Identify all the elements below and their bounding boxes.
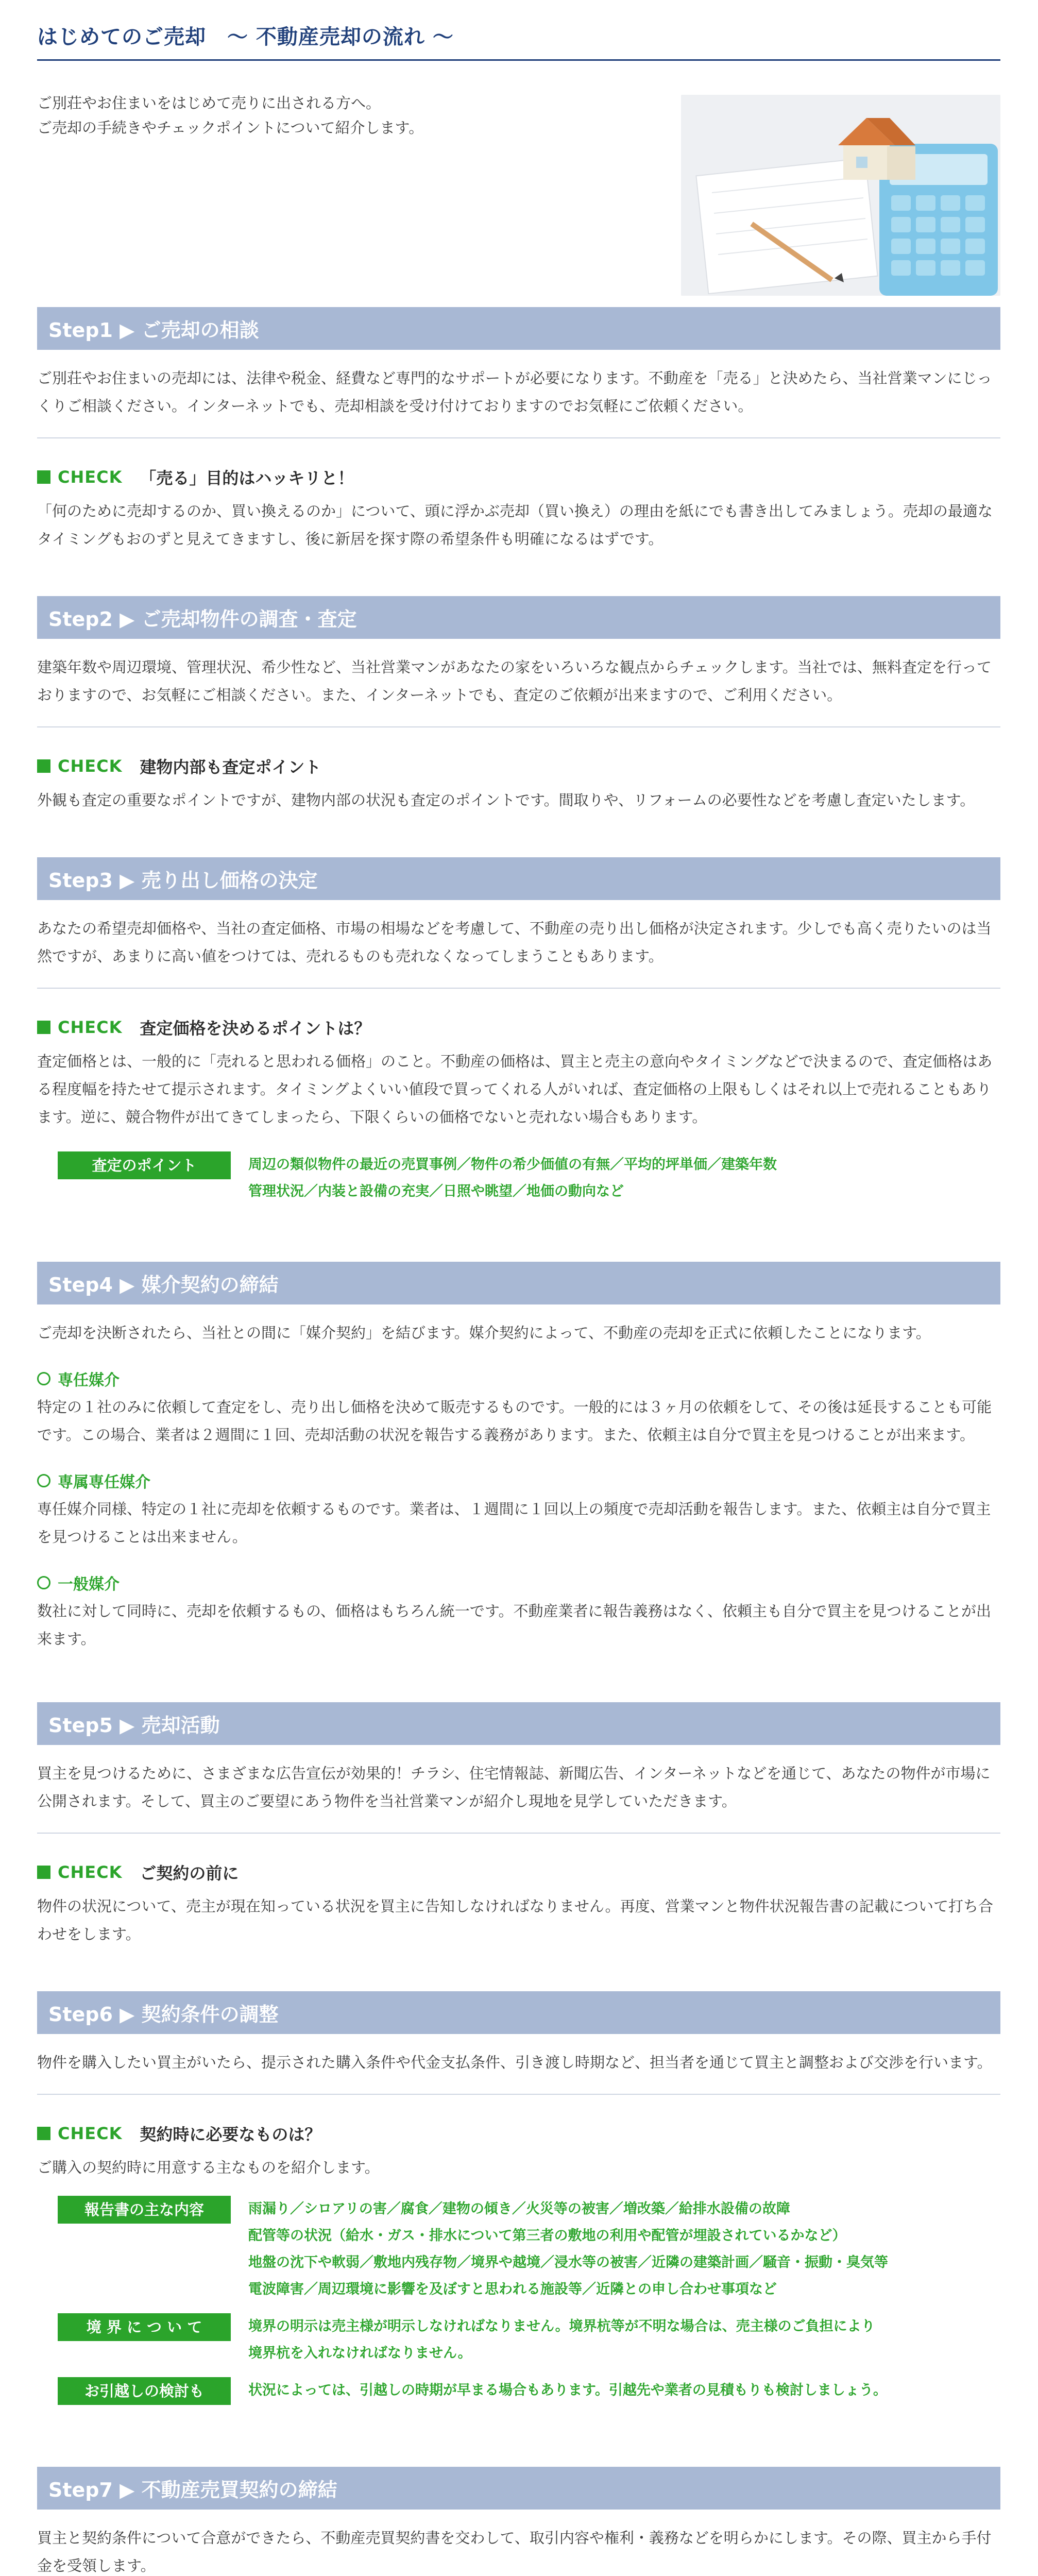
circle-bullet-icon xyxy=(37,1576,50,1589)
general-brokerage-body: 数社に対して同時に、売却を依頼するもの、価格はもちろん統一です。不動産業者に報告義務はなく、依頼主も自分で買主を見つけることが出来ます。 xyxy=(37,1602,991,1648)
check-title: 建物内部も査定ポイント xyxy=(140,757,321,777)
check-label: CHECK xyxy=(58,756,123,776)
assessment-points-line-2: 管理状況／内装と設備の充実／日照や眺望／地価の動向など xyxy=(248,1183,624,1199)
assessment-points-label: 査定のポイント xyxy=(58,1151,231,1179)
step4-body: ご売却を決断されたら、当社との間に「媒介契約」を結びます。媒介契約によって、不動産の売却を正式に依頼したことになります。 xyxy=(37,1324,931,1342)
step3-body: あなたの希望売却価格や、当社の査定価格、市場の相場などを考慮して、不動産の売り出し価格が決定されます。少しでも高く売りたいのは当然ですが、あまりに高い値をつけては、売れるものも売れなくなってしまうこともあります。 xyxy=(37,920,992,965)
step6-header: Step6 ▶ 契約条件の調整 xyxy=(37,1991,1000,2034)
step2-check-body: 外観も査定の重要なポイントですが、建物内部の状況も査定のポイントです。間取りや、リフォームの必要性などを考慮し査定いたします。 xyxy=(37,791,975,809)
step6-check-body: ご購入の契約時に用意する主なものを紹介します。 xyxy=(37,2159,380,2176)
step3-header: Step3 ▶ 売り出し価格の決定 xyxy=(37,857,1000,900)
step3-check-heading xyxy=(37,1015,1000,1039)
boundary-label: 境 界 に つ い て xyxy=(58,2313,231,2341)
step7-body: 買主と契約条件について合意ができたら、不動産売買契約書を交わして、取引内容や権利・義務などを明らかにします。その際、買主から手付金を受領します。 xyxy=(37,2529,992,2574)
check-title: 契約時に必要なものは？ xyxy=(140,2125,321,2144)
check-label: CHECK xyxy=(58,2124,123,2143)
assessment-points-values xyxy=(231,1151,777,1205)
sub-title: 一般媒介 xyxy=(58,1575,120,1594)
report-line-1: 雨漏り／シロアリの害／腐食／建物の傾き／火災等の被害／増改築／給排水設備の故障 xyxy=(248,2201,790,2217)
check-label: CHECK xyxy=(58,467,123,487)
step1-header: Step1 ▶ ご売却の相談 xyxy=(37,307,1000,350)
boundary-values xyxy=(231,2313,875,2367)
check-square-icon xyxy=(37,470,50,484)
boundary-line-2: 境界杭を入れなければなりません。 xyxy=(248,2345,472,2361)
circle-bullet-icon xyxy=(37,1372,50,1385)
check-square-icon xyxy=(37,1866,50,1879)
step2-header: Step2 ▶ ご売却物件の調査・査定 xyxy=(37,596,1000,639)
divider xyxy=(37,726,1000,727)
intro-photo-house-calculator xyxy=(681,95,1000,296)
check-square-icon xyxy=(37,1021,50,1034)
circle-bullet-icon xyxy=(37,1474,50,1487)
check-title: 「売る」目的はハッキリと！ xyxy=(140,468,354,488)
check-label: CHECK xyxy=(58,1862,123,1882)
report-contents-row xyxy=(58,2196,1000,2303)
step5-body: 買主を見つけるために、さまざまな広告宣伝が効果的！チラシ、住宅情報誌、新聞広告、インターネットなどを通じて、あなたの物件が市場に公開されます。そして、買主のご要望にあう物件を当社営業マンが紹介し現地を見学していただきます。 xyxy=(37,1765,991,1810)
divider xyxy=(37,1833,1000,1834)
step5-header: Step5 ▶ 売却活動 xyxy=(37,1702,1000,1745)
exclusive-brokerage-heading xyxy=(37,1367,1000,1390)
step7-header: Step7 ▶ 不動産売買契約の締結 xyxy=(37,2467,1000,2510)
intro-line-2: ご売却の手続きやチェックポイントについて紹介します。 xyxy=(37,119,424,137)
exclusive-dedicated-heading xyxy=(37,1469,1000,1492)
exclusive-dedicated-body: 専任媒介同様、特定の１社に売却を依頼するものです。業者は、１週間に１回以上の頻度で売却活動を報告します。また、依頼主は自分で買主を見つけることは出来ません。 xyxy=(37,1500,991,1546)
check-square-icon xyxy=(37,2127,50,2140)
sub-title: 専属専任媒介 xyxy=(58,1473,150,1492)
step1-body: ご別荘やお住まいの売却には、法律や税金、経費など専門的なサポートが必要になります。不動産を「売る」と決めたら、当社営業マンにじっくりご相談ください。インターネットでも、売却相談を受け付けておりますのでお気軽にご依頼ください。 xyxy=(37,369,992,415)
intro-section xyxy=(37,91,1000,307)
report-contents-label: 報告書の主な内容 xyxy=(58,2196,231,2224)
boundary-row xyxy=(58,2313,1000,2367)
divider xyxy=(37,2094,1000,2095)
house-calculator-illustration xyxy=(681,95,1000,296)
report-line-3: 地盤の沈下や軟弱／敷地内残存物／境界や越境／浸水等の被害／近隣の建築計画／騒音・振動・臭気等 xyxy=(248,2255,888,2270)
moving-values xyxy=(231,2377,887,2405)
assessment-points-row xyxy=(58,1151,1000,1205)
step2-check-heading xyxy=(37,754,1000,778)
moving-label: お引越しの検討も xyxy=(58,2377,231,2405)
intro-line-1: ご別荘やお住まいをはじめて売りに出される方へ。 xyxy=(37,94,381,112)
check-square-icon xyxy=(37,759,50,773)
sub-title: 専任媒介 xyxy=(58,1371,120,1389)
report-line-4: 電波障害／周辺環境に影響を及ぼすと思われる施設等／近隣との申し合わせ事項など xyxy=(248,2281,777,2297)
check-label: CHECK xyxy=(58,1018,123,1037)
step1-check-body: 「何のために売却するのか、買い換えるのか」について、頭に浮かぶ売却（買い換え）の理由を紙にでも書き出してみましょう。売却の最適なタイミングもおのずと見えてきますし、後に新居を探す際の希望条件も明確になるはずです。 xyxy=(37,502,993,548)
moving-line-1: 状況によっては、引越しの時期が早まる場合もあります。引越先や業者の見積もりも検討しましょう。 xyxy=(248,2382,887,2398)
step1-check-heading xyxy=(37,465,1000,489)
step6-check-heading xyxy=(37,2122,1000,2145)
step5-check-heading xyxy=(37,1860,1000,1884)
report-line-2: 配管等の状況（給水・ガス・排水について第三者の敷地の利用や配管が埋設されているかなど） xyxy=(248,2228,846,2244)
divider xyxy=(37,988,1000,989)
report-contents-values xyxy=(231,2196,888,2303)
step5-check-body: 物件の状況について、売主が現在知っている状況を買主に告知しなければなりません。再度、営業マンと物件状況報告書の記載について打ち合わせをします。 xyxy=(37,1897,994,1943)
general-brokerage-heading xyxy=(37,1571,1000,1594)
step3-check-body: 査定価格とは、一般的に「売れると思われる価格」のこと。不動産の価格は、買主と売主の意向やタイミングなどで決まるので、査定価格はある程度幅を持たせて提示されます。タイミングよくいい値段で買ってくれる人がいれば、査定価格の上限もしくはそれ以上で売れることもあります。逆に、競合物件が出てきてしまったら、下限くらいの価格でないと売れない場合もあります。 xyxy=(37,1053,993,1126)
step4-header: Step4 ▶ 媒介契約の締結 xyxy=(37,1262,1000,1304)
step2-body: 建築年数や周辺環境、管理状況、希少性など、当社営業マンがあなたの家をいろいろな観点からチェックします。当社では、無料査定を行っておりますので、お気軽にご相談ください。また、インターネットでも、査定のご依頼が出来ますので、ご利用ください。 xyxy=(37,658,992,704)
divider xyxy=(37,437,1000,438)
check-title: ご契約の前に xyxy=(140,1863,239,1883)
boundary-line-1: 境界の明示は売主様が明示しなければなりません。境界杭等が不明な場合は、売主様のご負担により xyxy=(248,2318,875,2334)
moving-row xyxy=(58,2377,1000,2405)
assessment-points-line-1: 周辺の類似物件の最近の売買事例／物件の希少価値の有無／平均的坪単価／建築年数 xyxy=(248,1157,777,1173)
page-title: はじめてのご売却 〜 不動産売却の流れ 〜 xyxy=(37,25,454,49)
step6-body: 物件を購入したい買主がいたら、提示された購入条件や代金支払条件、引き渡し時期など、担当者を通じて買主と調整および交渉を行います。 xyxy=(37,2054,992,2071)
check-title: 査定価格を決めるポイントは？ xyxy=(140,1019,371,1038)
title-underline xyxy=(37,59,1000,61)
exclusive-brokerage-body: 特定の１社のみに依頼して査定をし、売り出し価格を決めて販売するものです。一般的には３ヶ月の依頼をして、その後は延長することも可能です。この場合、業者は２週間に１回、売却活動の状況を報告する義務があります。また、依頼主は自分で買主を見つけることが出来ます。 xyxy=(37,1398,992,1444)
